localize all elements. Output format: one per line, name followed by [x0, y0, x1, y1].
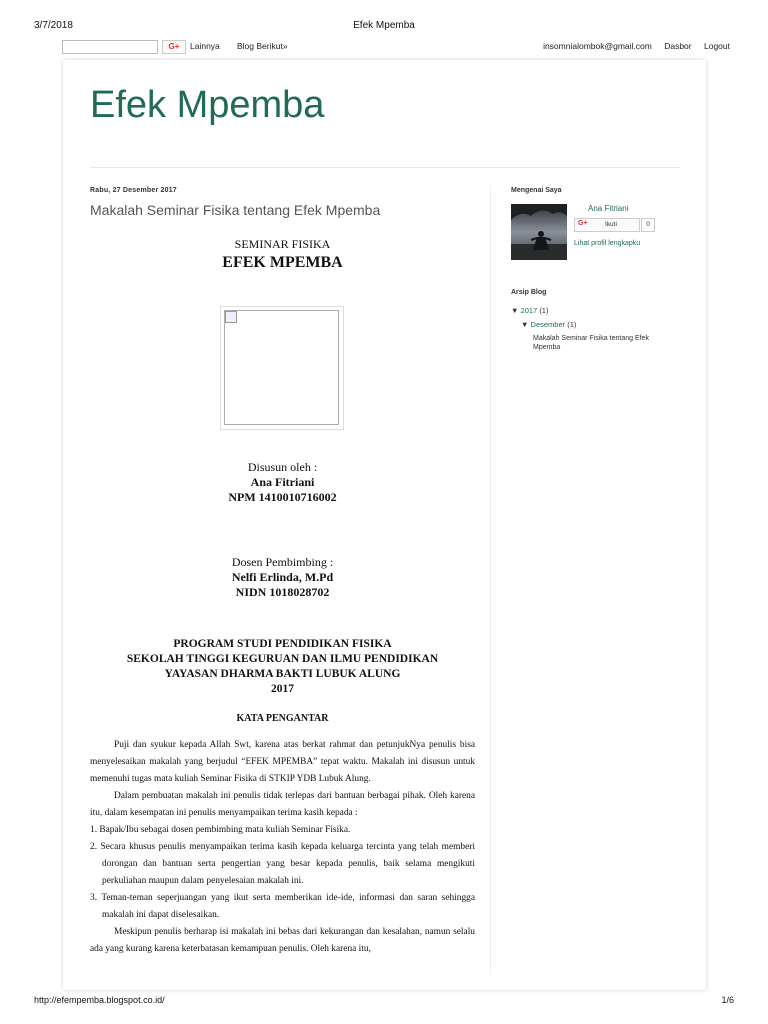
post-body [90, 237, 475, 954]
header-divider [90, 167, 680, 168]
about-heading: Mengenai Saya [511, 187, 562, 194]
institution-line-2: SEKOLAH TINGGI KEGURUAN DAN ILMU PENDIDIKAN [126, 653, 439, 665]
preface-list-item-3: 3. Teman-teman seperjuangan yang ikut serta memberikan ide-ide, informasi dan saran sehingga makalah ini dapat diselesaikan. [90, 893, 475, 920]
search-input[interactable] [62, 40, 158, 54]
next-blog-link[interactable]: Blog Berikut» [237, 41, 288, 51]
blogger-navbar [34, 38, 734, 56]
google-plus-button[interactable]: G+ [162, 40, 186, 54]
broken-image-frame [224, 310, 339, 425]
sidebar [511, 187, 686, 351]
archive-month-link[interactable]: Desember [530, 320, 566, 329]
archive-month[interactable] [521, 320, 576, 329]
preface-title: KATA PENGANTAR [236, 713, 329, 724]
cover-image [220, 306, 344, 430]
follow-count: 0 [641, 218, 655, 232]
print-url: http://efempemba.blogspot.co.id/ [34, 995, 165, 1005]
preface-paragraph-2: Dalam pembuatan makalah ini penulis tidak terlepas dari bantuan berbagai pihak. Oleh karena itu, dalam kesempatan ini penulis menyampaikan terima kasih kepada : [90, 791, 475, 818]
author-npm: NPM 1410010716002 [228, 490, 337, 504]
dashboard-link[interactable]: Dasbor [664, 41, 692, 51]
advisor-name: Nelfi Erlinda, M.Pd [231, 570, 334, 584]
institution-line-3: YAYASAN DHARMA BAKTI LUBUK ALUNG [164, 668, 401, 680]
profile-photo[interactable] [511, 204, 567, 260]
more-link[interactable]: Lainnya [190, 41, 220, 51]
print-title: Efek Mpemba [353, 20, 415, 31]
post-date: Rabu, 27 Desember 2017 [90, 187, 177, 194]
follow-label: Ikuti [605, 221, 617, 228]
follow-button[interactable] [574, 218, 640, 232]
advisor-nidn: NIDN 1018028702 [235, 585, 330, 599]
archive-year-count: (1) [539, 306, 549, 315]
sidebar-divider [490, 185, 491, 975]
preface-list-item-1: 1. Bapak/Ibu sebagai dosen pembimbing mata kuliah Seminar Fisika. [90, 825, 351, 835]
post [90, 187, 475, 954]
archive-year-link[interactable]: 2017 [520, 306, 538, 315]
institution-line-1: PROGRAM STUDI PENDIDIKAN FISIKA [173, 638, 392, 650]
archive-heading: Arsip Blog [511, 289, 547, 296]
print-header [0, 0, 768, 30]
full-profile-link[interactable]: Lihat profil lengkapku [574, 240, 641, 247]
doc-kind: SEMINAR FISIKA [234, 237, 331, 251]
triangle-down-icon[interactable]: ▼ [521, 320, 529, 329]
author-name: Ana Fitriani [250, 475, 315, 489]
advisor-label: Dosen Pembimbing : [231, 555, 334, 569]
preface-paragraph-1: Puji dan syukur kepada Allah Swt, karena atas berkat rahmat dan petunjukNya penulis bisa menyelesaikan makalah yang berjudul “EFEK MPEMBA” tepat waktu. Makalah ini disusun untuk memenuhi tugas mata kuliah Seminar Fisika di STKIP YDB Lubuk Alung. [90, 740, 475, 784]
blog-title[interactable]: Efek Mpemba [90, 84, 325, 126]
archive-year[interactable] [511, 306, 548, 315]
print-date: 3/7/2018 [34, 20, 73, 31]
archive-post-link[interactable]: Makalah Seminar Fisika tentang Efek Mpemba [533, 335, 649, 351]
preface-paragraph-3: Meskipun penulis berharap isi makalah ini bebas dari kekurangan dan kesalahan, namun selalu ada yang kurang karena keterbatasan kemampuan penulis. Oleh karena itu, [90, 927, 475, 954]
institution-year: 2017 [271, 683, 294, 695]
blog-page [63, 60, 706, 990]
google-plus-icon: G+ [578, 220, 588, 227]
archive-month-count: (1) [567, 320, 577, 329]
profile-name[interactable]: Ana Fitriani [588, 204, 629, 213]
post-title[interactable]: Makalah Seminar Fisika tentang Efek Mpemba [90, 202, 381, 218]
broken-image-icon [225, 311, 237, 323]
silhouette-photo-icon [511, 204, 567, 260]
authored-label: Disusun oleh : [247, 460, 318, 474]
triangle-down-icon[interactable]: ▼ [511, 306, 519, 315]
preface-list-item-2: 2. Secara khusus penulis menyampaikan terima kasih kepada keluarga tercinta yang telah memberi dorongan dan bantuan serta pengertian yang besar kepada penulis, baik selama mengikuti perkuliahan maupun dalam penyelesaian makalah ini. [90, 842, 475, 886]
user-email: insomnialombok@gmail.com [543, 41, 652, 51]
doc-topic: EFEK MPEMBA [222, 254, 343, 271]
print-page-number: 1/6 [721, 995, 734, 1005]
logout-link[interactable]: Logout [704, 41, 730, 51]
